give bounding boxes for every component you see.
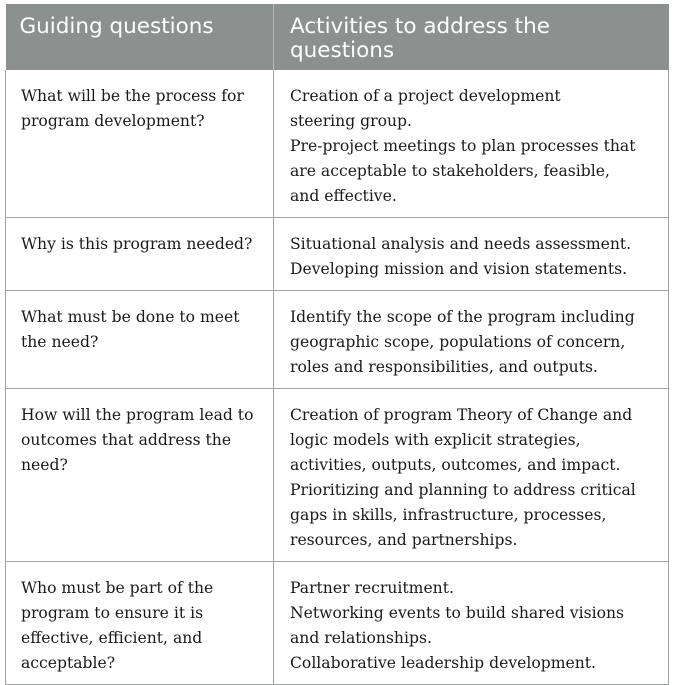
question-cell [6,70,274,218]
guiding-questions-table [5,4,669,685]
activities-cell [274,562,669,685]
activity-line: Developing mission and vision statements. [290,260,628,278]
question-line: effective, efficient, and [21,629,203,647]
activities-cell [274,70,669,218]
question-line: program development? [21,112,205,130]
table-row [6,389,669,562]
question-line: program to ensure it is [21,604,204,622]
activity-line: resources, and partnerships. [290,531,518,549]
activity-line: Prioritizing and planning to address critical [290,481,636,499]
question-line: What must be done to meet [21,308,240,326]
question-line: the need? [21,333,99,351]
guiding-questions-table-container [5,4,668,685]
activity-line: Collaborative leadership development. [290,654,596,672]
activity-line: Partner recruitment. [290,579,454,597]
question-cell [6,389,274,562]
activity-line: Identify the scope of the program including [290,308,635,326]
table-header-row [6,4,669,70]
question-cell [6,291,274,389]
question-cell [6,562,274,685]
table-row [6,562,669,685]
activity-line: Pre-project meetings to plan processes that [290,137,636,155]
table-row [6,70,669,218]
activity-line: roles and responsibilities, and outputs. [290,358,598,376]
activity-line: logic models with explicit strategies, [290,431,581,449]
header-activities: Activities to address the questions [274,4,669,70]
question-line: Who must be part of the [21,579,214,597]
activity-line: Creation of program Theory of Change and [290,406,633,424]
question-line: Why is this program needed? [21,235,253,253]
table-row [6,291,669,389]
table-row [6,218,669,291]
activity-line: Creation of a project development [290,87,561,105]
activities-cell [274,389,669,562]
activity-line: Situational analysis and needs assessment. [290,235,632,253]
question-line: outcomes that address the [21,431,232,449]
activities-cell [274,218,669,291]
activity-line: gaps in skills, infrastructure, processes, [290,506,607,524]
activity-line: steering group. [290,112,412,130]
activities-cell [274,291,669,389]
activity-line: are acceptable to stakeholders, feasible, [290,162,610,180]
question-line: acceptable? [21,654,116,672]
question-cell [6,218,274,291]
question-line: What will be the process for [21,87,244,105]
activity-line: and effective. [290,187,397,205]
question-line: How will the program lead to [21,406,254,424]
activity-line: Networking events to build shared visions [290,604,625,622]
activity-line: and relationships. [290,629,432,647]
header-guiding-questions: Guiding questions [6,4,274,70]
activity-line: geographic scope, populations of concern, [290,333,626,351]
activity-line: activities, outputs, outcomes, and impact. [290,456,621,474]
question-line: need? [21,456,68,474]
